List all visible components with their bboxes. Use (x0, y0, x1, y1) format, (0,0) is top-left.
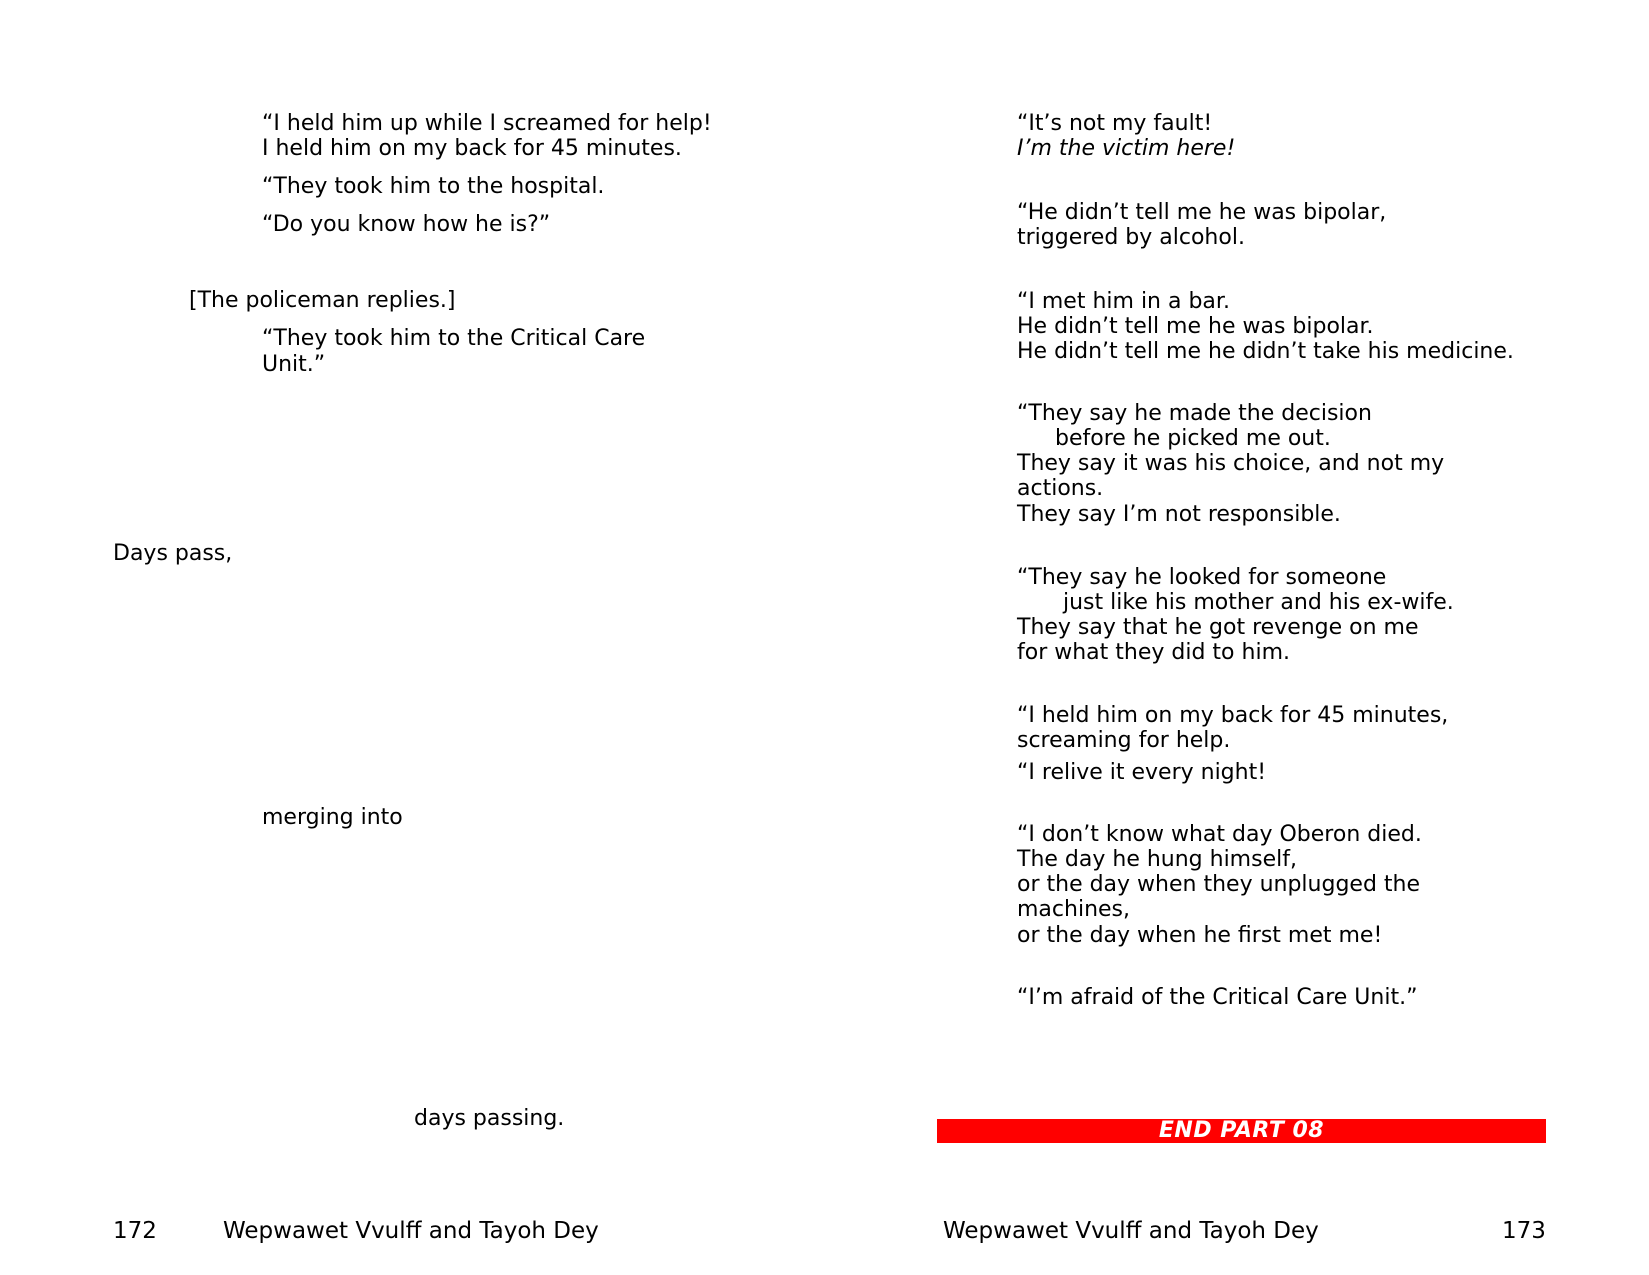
left-line-7: Unit.” (262, 352, 326, 377)
left-line-1: “I held him up while I screamed for help! (262, 111, 712, 136)
right-line-14: just like his mother and his ex-wife. (1063, 590, 1454, 615)
right-line-18: screaming for help. (1017, 728, 1231, 753)
right-line-15: They say that he got revenge on me (1017, 615, 1419, 640)
left-line-9: merging into (262, 805, 403, 830)
end-part-banner: END PART 08 (937, 1119, 1546, 1143)
left-page-number: 172 (113, 1218, 157, 1244)
right-line-2: I’m the victim here! (1017, 136, 1236, 161)
right-page-number: 173 (1502, 1218, 1546, 1244)
right-line-11: actions. (1017, 476, 1104, 501)
right-line-23: machines, (1017, 897, 1130, 922)
left-running-title: Wepwawet Vvulff and Tayoh Dey (223, 1218, 599, 1244)
right-line-20: “I don’t know what day Oberon died. (1017, 822, 1422, 847)
right-line-21: The day he hung himself, (1017, 847, 1297, 872)
right-line-8: “They say he made the decision (1017, 401, 1372, 426)
left-line-5: [The policeman replies.] (189, 288, 456, 313)
right-line-25: “I’m afraid of the Critical Care Unit.” (1017, 985, 1418, 1010)
right-line-24: or the day when he first met me! (1017, 923, 1383, 948)
right-line-13: “They say he looked for someone (1017, 565, 1387, 590)
right-line-17: “I held him on my back for 45 minutes, (1017, 703, 1449, 728)
right-line-16: for what they did to him. (1017, 640, 1290, 665)
right-line-3: “He didn’t tell me he was bipolar, (1017, 200, 1387, 225)
left-line-4: “Do you know how he is?” (262, 212, 551, 237)
right-line-22: or the day when they unplugged the (1017, 872, 1421, 897)
right-line-10: They say it was his choice, and not my (1017, 451, 1445, 476)
left-line-8: Days pass, (113, 541, 233, 566)
right-line-9: before he picked me out. (1055, 426, 1331, 451)
right-line-19: “I relive it every night! (1017, 760, 1267, 785)
left-line-2: I held him on my back for 45 minutes. (262, 136, 682, 161)
right-line-7: He didn’t tell me he didn’t take his medicine. (1017, 339, 1514, 364)
right-line-6: He didn’t tell me he was bipolar. (1017, 314, 1374, 339)
right-line-5: “I met him in a bar. (1017, 289, 1230, 314)
left-line-3: “They took him to the hospital. (262, 174, 605, 199)
left-line-6: “They took him to the Critical Care (262, 326, 646, 351)
right-running-title: Wepwawet Vvulff and Tayoh Dey (943, 1218, 1319, 1244)
right-line-1: “It’s not my fault! (1017, 111, 1213, 136)
left-line-10: days passing. (414, 1106, 565, 1131)
right-line-12: They say I’m not responsible. (1017, 502, 1341, 527)
right-line-4: triggered by alcohol. (1017, 225, 1245, 250)
